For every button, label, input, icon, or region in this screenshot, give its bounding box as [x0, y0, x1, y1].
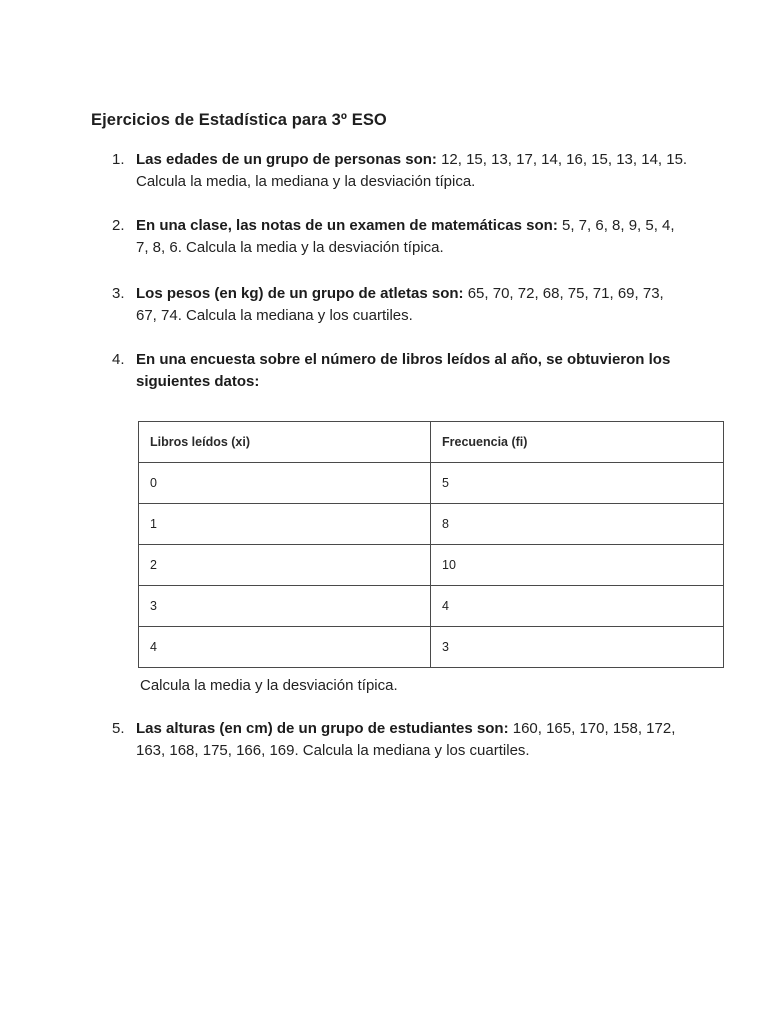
table-row	[139, 463, 724, 504]
table-row	[139, 545, 724, 586]
exercise-lead: Las alturas (en cm) de un grupo de estudiantes son:	[136, 720, 509, 737]
exercise-instruction: 67, 74. Calcula la mediana y los cuartiles.	[136, 307, 413, 324]
table-cell: 1	[139, 504, 431, 545]
exercise-text	[136, 215, 696, 259]
table-header-cell: Libros leídos (xi)	[139, 422, 431, 463]
exercise-number: 4.	[112, 351, 125, 368]
table-row	[139, 627, 724, 668]
exercise-lead: Los pesos (en kg) de un grupo de atletas son:	[136, 285, 464, 302]
exercise-number: 2.	[112, 217, 125, 234]
exercise-lead: Las edades de un grupo de personas son:	[136, 151, 437, 168]
table-header-row	[139, 422, 724, 463]
table-instruction: Calcula la media y la desviación típica.	[140, 677, 398, 694]
exercise-data: 65, 70, 72, 68, 75, 71, 69, 73,	[463, 285, 664, 302]
exercise-number: 1.	[112, 151, 125, 168]
exercise-text	[136, 349, 696, 393]
exercise-instruction: 7, 8, 6. Calcula la media y la desviación típica.	[136, 239, 444, 256]
document-title: Ejercicios de Estadística para 3º ESO	[91, 111, 387, 129]
table-row	[139, 586, 724, 627]
table-cell: 4	[431, 586, 724, 627]
exercise-data: 12, 15, 13, 17, 14, 16, 15, 13, 14, 15.	[436, 151, 688, 168]
table-cell: 8	[431, 504, 724, 545]
table-cell: 2	[139, 545, 431, 586]
table-cell: 4	[139, 627, 431, 668]
exercise-text	[136, 149, 696, 193]
exercise-data: 5, 7, 6, 8, 9, 5, 4,	[557, 217, 675, 234]
table-cell: 3	[139, 586, 431, 627]
frequency-table	[138, 421, 724, 668]
exercise-number: 3.	[112, 285, 125, 302]
exercise-data: 160, 165, 170, 158, 172,	[508, 720, 676, 737]
exercise-lead-continued: siguientes datos:	[136, 373, 260, 390]
table-header-cell: Frecuencia (fi)	[431, 422, 724, 463]
exercise-instruction: 163, 168, 175, 166, 169. Calcula la mediana y los cuartiles.	[136, 742, 530, 759]
exercise-text	[136, 718, 696, 762]
table-cell: 0	[139, 463, 431, 504]
exercise-instruction: Calcula la media, la mediana y la desviación típica.	[136, 173, 476, 190]
exercise-lead: En una encuesta sobre el número de libros leídos al año, se obtuvieron los	[136, 351, 671, 368]
exercise-lead: En una clase, las notas de un examen de matemáticas son:	[136, 217, 558, 234]
table-row	[139, 504, 724, 545]
exercise-number: 5.	[112, 720, 125, 737]
exercise-text	[136, 283, 696, 327]
table-cell: 3	[431, 627, 724, 668]
table-cell: 5	[431, 463, 724, 504]
table-cell: 10	[431, 545, 724, 586]
